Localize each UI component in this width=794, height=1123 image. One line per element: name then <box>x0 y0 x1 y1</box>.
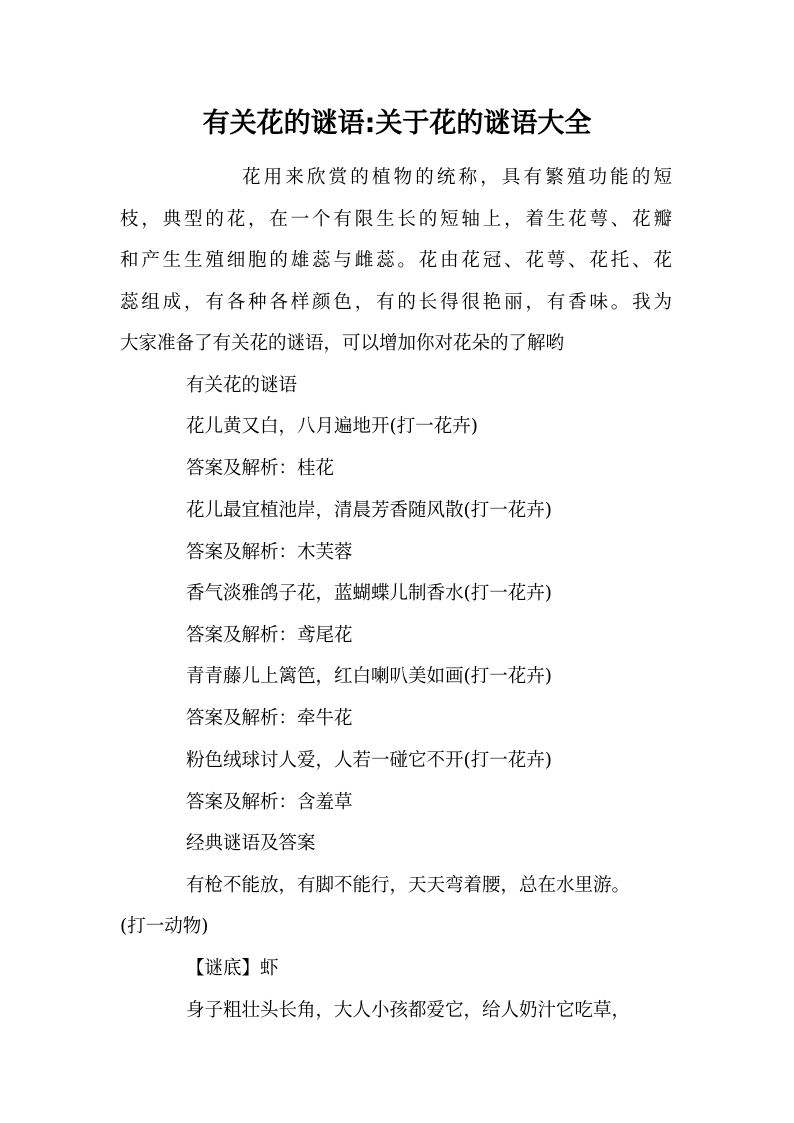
riddle-question-5: 粉色绒球讨人爱，人若一碰它不开(打一花卉) <box>186 750 552 771</box>
riddle-answer-3: 答案及解析：鸢尾花 <box>186 625 353 646</box>
intro-line-4: 蕊组成，有各种各样颜色，有的长得很艳丽，有香味。我为 <box>120 292 672 313</box>
intro-line-3: 和产生生殖细胞的雄蕊与雌蕊。花由花冠、花萼、花托、花 <box>120 250 672 271</box>
classic-question-line-1: 有枪不能放，有脚不能行，天天弯着腰，总在水里游。 <box>186 875 631 896</box>
classic-next-question-line: 身子粗壮头长角，大人小孩都爱它，给人奶汁它吃草， <box>186 1000 631 1021</box>
riddle-answer-5: 答案及解析：含羞草 <box>186 792 353 813</box>
classic-answer: 【谜底】虾 <box>186 958 279 979</box>
classic-question-line-2: (打一动物) <box>120 916 209 937</box>
riddle-answer-4: 答案及解析：牵牛花 <box>186 708 353 729</box>
intro-line-2: 枝，典型的花，在一个有限生长的短轴上，着生花萼、花瓣 <box>120 209 672 230</box>
section-heading-classic: 经典谜语及答案 <box>186 833 316 854</box>
riddle-question-2: 花儿最宜植池岸，清晨芳香随风散(打一花卉) <box>186 500 552 521</box>
section-heading-riddles: 有关花的谜语 <box>186 375 298 396</box>
intro-line-1: 花用来欣赏的植物的统称，具有繁殖功能的短 <box>242 167 672 188</box>
page-title: 有关花的谜语:关于花的谜语大全 <box>202 108 592 139</box>
riddle-question-4: 青青藤儿上篱笆，红白喇叭美如画(打一花卉) <box>186 666 552 687</box>
riddle-answer-1: 答案及解析：桂花 <box>186 458 335 479</box>
intro-line-5: 大家准备了有关花的谜语，可以增加你对花朵的了解哟 <box>120 333 565 354</box>
riddle-question-1: 花儿黄又白，八月遍地开(打一花卉) <box>186 416 478 437</box>
riddle-answer-2: 答案及解析：木芙蓉 <box>186 542 353 563</box>
riddle-question-3: 香气淡雅鸽子花，蓝蝴蝶儿制香水(打一花卉) <box>186 583 552 604</box>
